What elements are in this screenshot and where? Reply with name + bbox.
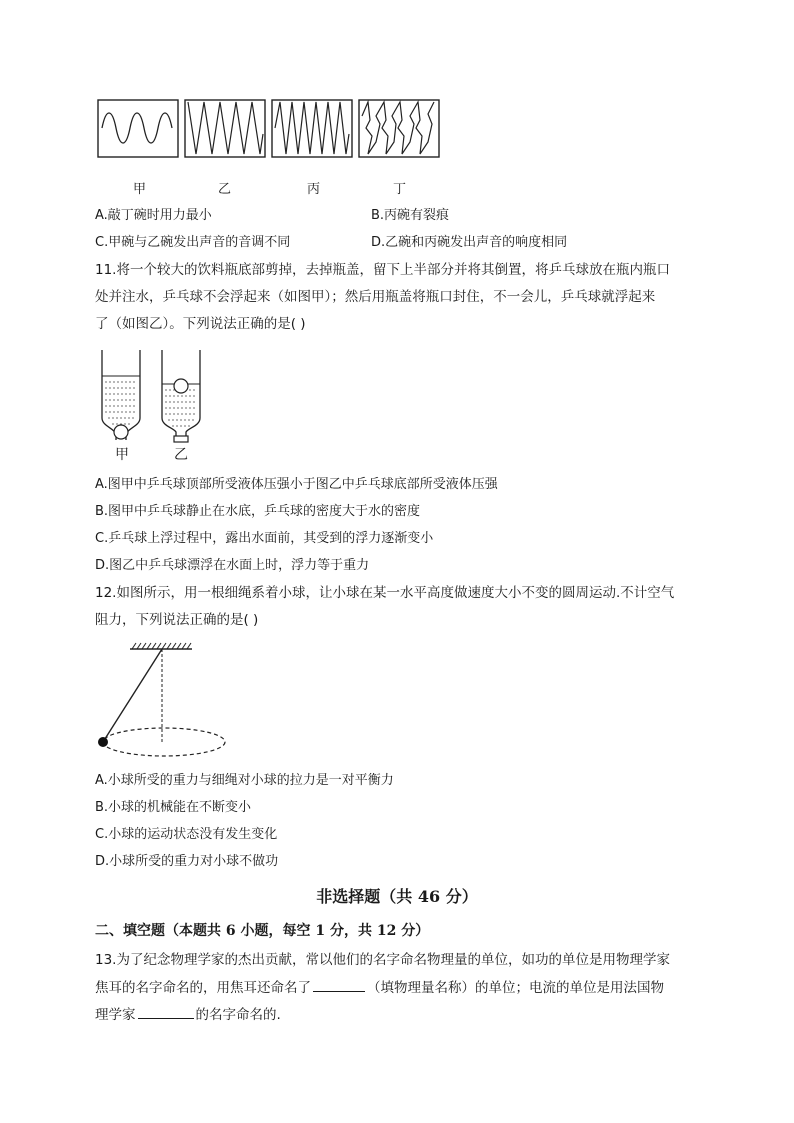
q10-option-b: B.丙碗有裂痕 bbox=[371, 208, 450, 223]
q13-line-3-after: 的名字命名的. bbox=[195, 1007, 281, 1023]
q10-option-a: A.敲丁碗时用力最小 bbox=[95, 208, 212, 223]
q13-line-3-before: 理学家 bbox=[95, 1007, 136, 1023]
q11-stem-line-3: 了（如图乙）。下列说法正确的是( ) bbox=[95, 316, 306, 332]
ceiling-hatch bbox=[130, 643, 192, 649]
ball bbox=[98, 737, 108, 747]
q13-line-2-before: 焦耳的名字命名的，用焦耳还命名了 bbox=[95, 980, 311, 996]
q12-option-c: C.小球的运动状态没有发生变化 bbox=[95, 827, 278, 842]
waveform-ding bbox=[359, 100, 439, 157]
q10-option-c: C.甲碗与乙碗发出声音的音调不同 bbox=[95, 235, 291, 250]
section-subtitle: 二、填空题（本题共 6 小题，每空 1 分，共 12 分） bbox=[95, 923, 430, 939]
waveform-jia bbox=[98, 100, 178, 157]
conical-pendulum-figure bbox=[94, 640, 230, 762]
q10-option-d: D.乙碗和丙碗发出声音的响度相同 bbox=[371, 235, 568, 250]
q13-line-2 bbox=[95, 978, 664, 997]
q12-stem-line-2: 阻力，下列说法正确的是( ) bbox=[95, 612, 259, 628]
wave-label-ding: 丁 bbox=[393, 182, 407, 197]
answer-blank-1[interactable] bbox=[313, 978, 365, 992]
q11-option-d: D.图乙中乒乓球漂浮在水面上时，浮力等于重力 bbox=[95, 558, 370, 573]
bottle-label-jia: 甲 bbox=[115, 447, 129, 463]
pingpong-ball-jia bbox=[114, 425, 128, 439]
section-title: 非选择题（共 46 分） bbox=[316, 887, 478, 906]
bottle-label-yi: 乙 bbox=[174, 447, 188, 463]
q13-line-1: 13.为了纪念物理学家的杰出贡献，常以他们的名字命名物理量的单位，如功的单位是用物理学家 bbox=[95, 952, 670, 968]
q11-option-b: B.图甲中乒乓球静止在水底，乒乓球的密度大于水的密度 bbox=[95, 504, 421, 519]
q13-line-3 bbox=[95, 1005, 281, 1024]
waveform-figure bbox=[96, 98, 446, 160]
waveform-bing bbox=[272, 100, 352, 157]
wave-label-jia: 甲 bbox=[133, 182, 147, 197]
pingpong-ball-yi bbox=[174, 379, 188, 393]
q12-option-d: D.小球所受的重力对小球不做功 bbox=[95, 854, 279, 869]
q12-option-b: B.小球的机械能在不断变小 bbox=[95, 800, 252, 815]
q11-option-c: C.乒乓球上浮过程中，露出水面前，其受到的浮力逐渐变小 bbox=[95, 531, 434, 546]
circular-path bbox=[103, 728, 225, 756]
waveform-yi bbox=[185, 100, 265, 157]
q11-stem-line-2: 处并注水，乒乓球不会浮起来（如图甲）；然后用瓶盖将瓶口封住，不一会儿，乒乓球就浮起来 bbox=[95, 289, 656, 305]
q12-option-a: A.小球所受的重力与细绳对小球的拉力是一对平衡力 bbox=[95, 773, 394, 788]
bottle-yi bbox=[162, 350, 200, 442]
wave-label-yi: 乙 bbox=[218, 182, 232, 197]
answer-blank-2[interactable] bbox=[138, 1005, 194, 1019]
bottle-figure bbox=[96, 348, 211, 466]
bottle-jia bbox=[102, 350, 140, 440]
q11-option-a: A.图甲中乒乓球顶部所受液体压强小于图乙中乒乓球底部所受液体压强 bbox=[95, 477, 498, 492]
q11-stem-line-1: 11.将一个较大的饮料瓶底部剪掉，去掉瓶盖，留下上半部分并将其倒置，将乒乓球放在瓶内瓶口 bbox=[95, 262, 670, 278]
bottle-cap bbox=[174, 436, 188, 442]
q12-stem-line-1: 12.如图所示，用一根细绳系着小球，让小球在某一水平高度做速度大小不变的圆周运动.不计空气 bbox=[95, 585, 675, 601]
wave-label-bing: 丙 bbox=[307, 182, 321, 197]
q13-line-2-after: （填物理量名称）的单位；电流的单位是用法国物 bbox=[367, 980, 664, 996]
